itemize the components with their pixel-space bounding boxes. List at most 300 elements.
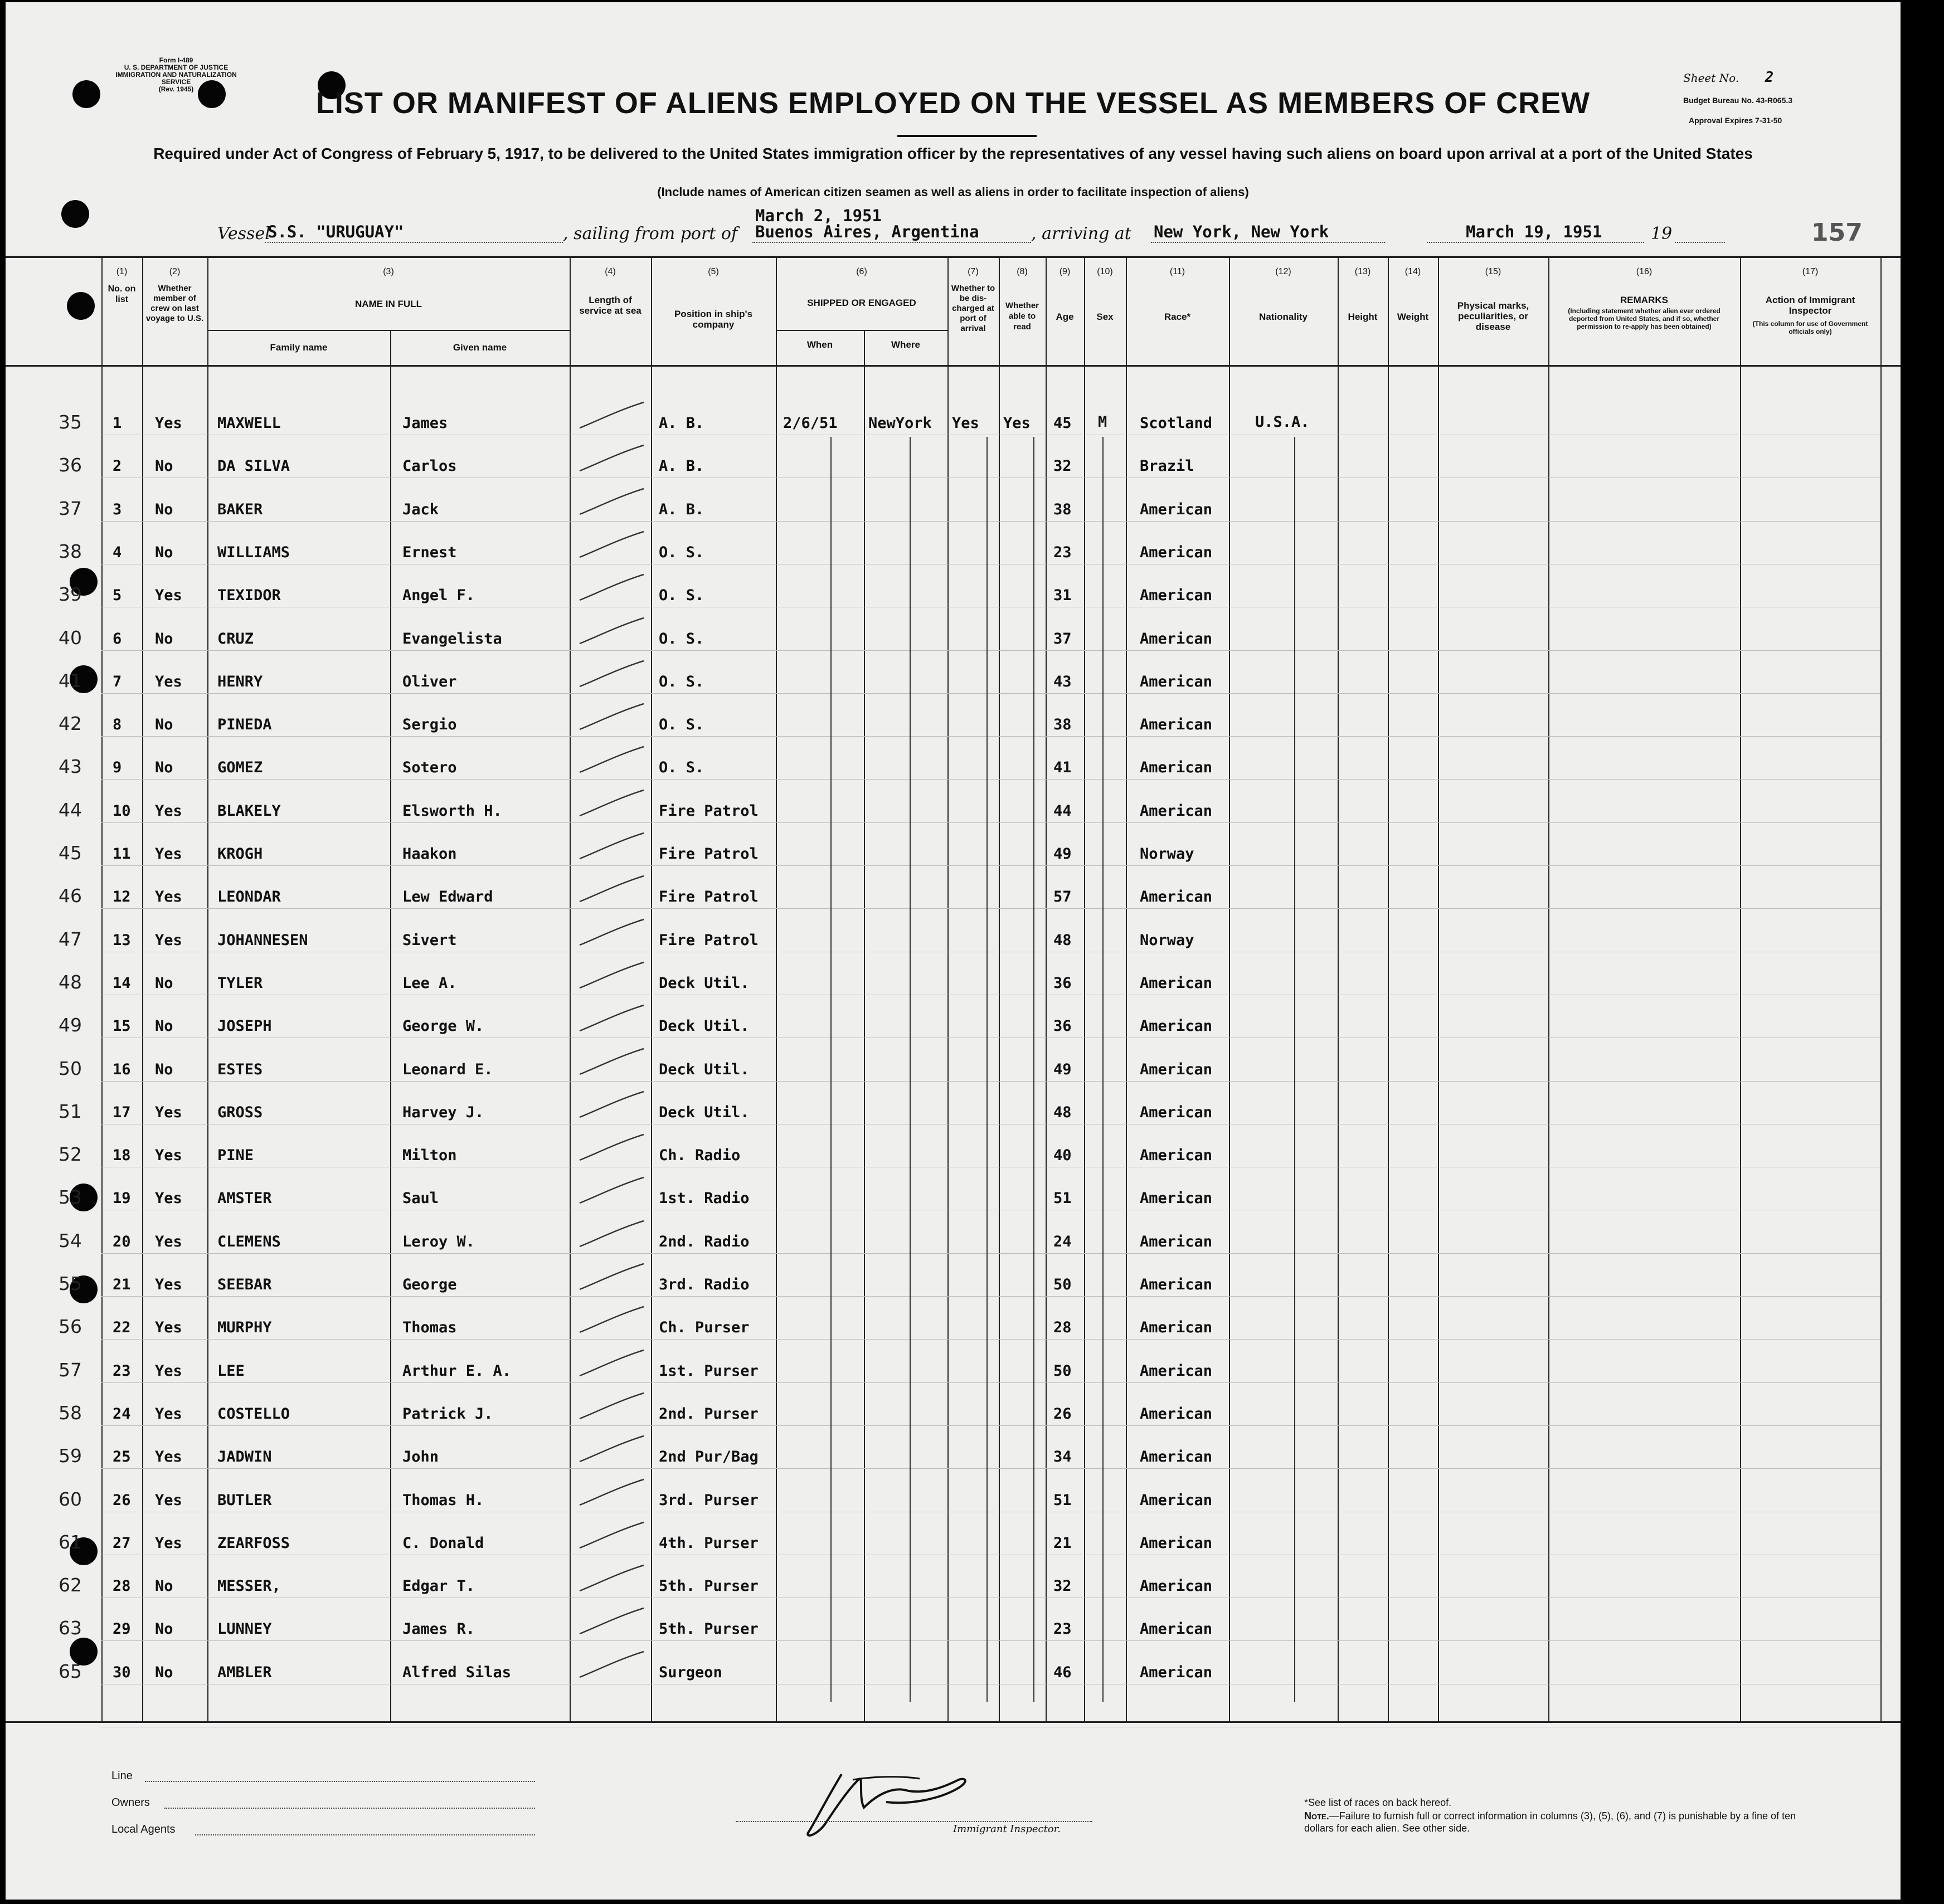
margin-line-number: 63 <box>59 1617 82 1639</box>
last-voyage: No <box>155 630 173 647</box>
last-voyage: Yes <box>155 1233 182 1250</box>
ruled-line <box>101 736 1880 737</box>
sheet-stamp: 157 <box>1811 218 1863 247</box>
last-voyage: Yes <box>155 587 182 604</box>
margin-line-number: 55 <box>59 1273 82 1294</box>
race: American <box>1140 544 1213 561</box>
vessel-name: S.S. "URUGUAY" <box>268 222 404 241</box>
family-name: GROSS <box>217 1104 263 1121</box>
given-name: Arthur E. A. <box>402 1362 512 1380</box>
race: American <box>1140 1448 1213 1465</box>
col-header-where: Where <box>891 339 920 350</box>
col-header-position: Position in ship's company <box>674 309 753 330</box>
given-name: Haakon <box>402 845 457 863</box>
given-name: James R. <box>402 1620 475 1638</box>
given-name: Jack <box>402 501 439 518</box>
age: 31 <box>1053 587 1072 604</box>
margin-line-number: 37 <box>59 498 82 519</box>
race: Norway <box>1140 932 1194 949</box>
given-name: Sotero <box>402 759 457 776</box>
margin-line-number: 39 <box>59 583 82 605</box>
age: 45 <box>1053 415 1072 432</box>
service: IMMIGRATION AND NATURALIZATION SERVICE <box>115 71 237 86</box>
race: American <box>1140 1276 1213 1293</box>
last-voyage: No <box>155 1620 173 1638</box>
list-number: 10 <box>113 802 131 820</box>
ruled-line <box>101 1081 1880 1082</box>
header-bottom-border <box>6 365 1901 367</box>
position: 3rd. Purser <box>659 1492 759 1509</box>
last-voyage: Yes <box>155 1104 182 1121</box>
list-number: 11 <box>113 845 131 863</box>
list-number: 4 <box>113 544 122 561</box>
age: 51 <box>1053 1492 1072 1509</box>
last-voyage: No <box>155 975 173 992</box>
service-check-mark <box>568 1303 652 1337</box>
list-number: 7 <box>113 673 122 690</box>
race: Norway <box>1140 845 1194 863</box>
races-note: *See list of races on back hereof. <box>1304 1797 1452 1808</box>
age: 38 <box>1053 501 1072 518</box>
age: 48 <box>1053 1104 1072 1121</box>
ruled-line <box>101 908 1880 909</box>
list-number: 12 <box>113 888 131 905</box>
race: American <box>1140 1319 1213 1336</box>
position: Deck Util. <box>659 1104 750 1121</box>
family-name: MAXWELL <box>217 415 281 432</box>
penalty-note: Note.—Failure to furnish full or correct information in columns (3), (5), (6), and (7) is punishable by a fine of ten dollars for each alien. See other side. <box>1304 1810 1796 1834</box>
title-underline <box>897 135 1037 137</box>
list-number: 16 <box>113 1061 131 1078</box>
given-name: Lee A. <box>402 975 457 992</box>
race: American <box>1140 1405 1213 1423</box>
position: Fire Patrol <box>659 932 759 949</box>
age: 48 <box>1053 932 1072 949</box>
margin-line-number: 62 <box>59 1574 82 1596</box>
service-check-mark <box>568 1088 652 1122</box>
given-name: Lew Edward <box>402 888 493 905</box>
col-header-service: Length of service at sea <box>579 295 641 316</box>
service-check-mark <box>568 1390 652 1423</box>
margin-line-number: 52 <box>59 1143 82 1165</box>
family-name: DA SILVA <box>217 457 290 475</box>
list-number: 28 <box>113 1577 131 1595</box>
race: American <box>1140 975 1213 992</box>
col-header-read: Whether able to read <box>1005 301 1039 332</box>
last-voyage: No <box>155 457 173 475</box>
family-name: SEEBAR <box>217 1276 272 1293</box>
form-number: Form I-489 <box>159 56 193 64</box>
sheet-no-value: 2 <box>1765 69 1774 86</box>
service-check-mark <box>568 700 652 734</box>
last-voyage: Yes <box>155 845 182 863</box>
margin-line-number: 36 <box>59 454 82 476</box>
family-name: HENRY <box>217 673 263 690</box>
col-header-sex: Sex <box>1096 311 1114 322</box>
margin-line-number: 38 <box>59 540 82 562</box>
age: 57 <box>1053 888 1072 905</box>
age: 34 <box>1053 1448 1072 1465</box>
list-number: 14 <box>113 975 131 992</box>
race: American <box>1140 716 1213 733</box>
race: American <box>1140 759 1213 776</box>
service-check-mark <box>568 442 652 475</box>
age: 32 <box>1053 1577 1072 1595</box>
ditto-line <box>1294 437 1295 1702</box>
col-header-action-note: (This column for use of Government officials only) <box>1752 320 1868 335</box>
margin-line-number: 60 <box>59 1488 82 1510</box>
margin-line-number: 65 <box>59 1660 82 1682</box>
race: American <box>1140 1147 1213 1164</box>
margin-line-number: 49 <box>59 1014 82 1036</box>
age: 32 <box>1053 457 1072 475</box>
race: American <box>1140 1104 1213 1121</box>
race: American <box>1140 1577 1213 1595</box>
family-name: CRUZ <box>217 630 254 647</box>
given-name: Oliver <box>402 673 457 690</box>
given-name: George W. <box>402 1017 484 1035</box>
position: Fire Patrol <box>659 802 759 820</box>
last-voyage: No <box>155 544 173 561</box>
given-name: Evangelista <box>402 630 502 647</box>
service-check-mark <box>568 1519 652 1552</box>
given-name: Edgar T. <box>402 1577 475 1595</box>
race: Brazil <box>1140 457 1194 475</box>
sailing-date: March 2, 1951 <box>755 206 882 225</box>
col-header-nationality: Nationality <box>1259 311 1308 322</box>
last-voyage: Yes <box>155 1405 182 1423</box>
position: 2nd Pur/Bag <box>659 1448 759 1465</box>
form-revision: (Rev. 1945) <box>158 85 194 93</box>
ruled-line <box>101 822 1880 823</box>
ruled-line <box>101 1339 1880 1340</box>
ruled-line <box>101 1382 1880 1383</box>
col-header-race: Race* <box>1164 311 1191 322</box>
margin-line-number: 56 <box>59 1316 82 1337</box>
list-number: 17 <box>113 1104 131 1121</box>
position: Fire Patrol <box>659 845 759 863</box>
service-check-mark <box>568 916 652 949</box>
list-number: 18 <box>113 1147 131 1164</box>
race: American <box>1140 888 1213 905</box>
list-number: 23 <box>113 1362 131 1380</box>
col-header-name: NAME IN FULL <box>355 299 422 309</box>
last-voyage: Yes <box>155 888 182 905</box>
family-name: COSTELLO <box>217 1405 290 1423</box>
given-name: Angel F. <box>402 587 475 604</box>
margin-line-number: 50 <box>59 1058 82 1079</box>
last-voyage: Yes <box>155 415 182 432</box>
race: American <box>1140 1017 1213 1035</box>
margin-line-number: 61 <box>59 1531 82 1553</box>
margin-line-number: 59 <box>59 1445 82 1467</box>
race: American <box>1140 802 1213 820</box>
position: 1st. Radio <box>659 1190 750 1207</box>
arrival-port: New York, New York <box>1154 222 1329 241</box>
list-number: 1 <box>113 415 122 432</box>
punch-hole <box>67 292 95 320</box>
service-check-mark <box>568 1476 652 1509</box>
family-name: AMBLER <box>217 1664 272 1681</box>
given-name: Leonard E. <box>402 1061 493 1078</box>
margin-line-number: 47 <box>59 928 82 950</box>
given-name: Sergio <box>402 716 457 733</box>
position: Deck Util. <box>659 1061 750 1078</box>
family-name: BLAKELY <box>217 802 281 820</box>
family-name: LEONDAR <box>217 888 281 905</box>
shipped-where: NewYork <box>868 415 932 432</box>
last-voyage: Yes <box>155 1190 182 1207</box>
service-check-mark <box>568 1218 652 1251</box>
margin-line-number: 45 <box>59 842 82 864</box>
margin-line-number: 40 <box>59 627 82 649</box>
able-to-read-value: Yes <box>1003 415 1031 432</box>
margin-line-number: 35 <box>59 411 82 433</box>
service-check-mark <box>568 873 652 906</box>
year-label: 19 <box>1651 224 1673 244</box>
service-check-mark <box>568 658 652 691</box>
margin-line-number: 54 <box>59 1230 82 1252</box>
position: 2nd. Radio <box>659 1233 750 1250</box>
arrival-date: March 19, 1951 <box>1466 222 1602 241</box>
race: American <box>1140 1061 1213 1078</box>
last-voyage: Yes <box>155 1319 182 1336</box>
department: U. S. DEPARTMENT OF JUSTICE <box>124 64 229 71</box>
position: Ch. Radio <box>659 1147 741 1164</box>
margin-line-number: 57 <box>59 1359 82 1381</box>
age: 46 <box>1053 1664 1072 1681</box>
sex-value: M <box>1098 413 1107 431</box>
col-header-remarks-note: (Including statement whether alien ever ordered deported from United States, and if so, whether permission to re-apply has been obtained) <box>1568 307 1721 330</box>
list-number: 19 <box>113 1190 131 1207</box>
given-name: Alfred Silas <box>402 1664 512 1681</box>
col-header-discharged: Whether to be dis-charged at port of arrival <box>951 284 995 333</box>
col-header-action: Action of Immigrant Inspector <box>1765 295 1855 316</box>
given-name: George <box>402 1276 457 1293</box>
service-check-mark <box>568 743 652 777</box>
ruled-line <box>101 1640 1880 1641</box>
list-number: 30 <box>113 1664 131 1681</box>
list-number: 9 <box>113 759 122 776</box>
given-name: Elsworth H. <box>402 802 502 820</box>
race: American <box>1140 1620 1213 1638</box>
age: 49 <box>1053 845 1072 863</box>
col-header-no: No. on list <box>108 284 136 304</box>
service-check-mark <box>568 1174 652 1207</box>
age: 50 <box>1053 1362 1072 1380</box>
list-number: 13 <box>113 932 131 949</box>
last-voyage: No <box>155 1664 173 1681</box>
age: 50 <box>1053 1276 1072 1293</box>
race: American <box>1140 1535 1213 1552</box>
given-name: C. Donald <box>402 1535 484 1552</box>
race: Scotland <box>1140 415 1213 432</box>
position: O. S. <box>659 630 704 647</box>
age: 26 <box>1053 1405 1072 1423</box>
ruled-line <box>101 650 1880 651</box>
nationality-value: U.S.A. <box>1255 413 1310 431</box>
age: 21 <box>1053 1535 1072 1552</box>
sheet-no: Sheet No. 2 <box>1683 69 1774 86</box>
service-check-mark <box>568 485 652 519</box>
family-name: JOHANNESEN <box>217 932 308 949</box>
ruled-line <box>101 1425 1880 1426</box>
family-name: GOMEZ <box>217 759 263 776</box>
given-name: Harvey J. <box>402 1104 484 1121</box>
list-number: 24 <box>113 1405 131 1423</box>
col-header-height: Height <box>1348 311 1378 322</box>
age: 51 <box>1053 1190 1072 1207</box>
service-check-mark <box>568 1002 652 1035</box>
age: 36 <box>1053 975 1072 992</box>
position: O. S. <box>659 544 704 561</box>
list-number: 8 <box>113 716 122 733</box>
race: American <box>1140 1664 1213 1681</box>
service-check-mark <box>568 1605 652 1638</box>
sailing-label: , sailing from port of <box>563 224 738 244</box>
family-name: JOSEPH <box>217 1017 272 1035</box>
list-number: 26 <box>113 1492 131 1509</box>
last-voyage: No <box>155 716 173 733</box>
service-check-mark <box>568 1045 652 1079</box>
given-name: Carlos <box>402 457 457 475</box>
family-name: PINE <box>217 1147 254 1164</box>
margin-line-number: 58 <box>59 1402 82 1424</box>
last-voyage: Yes <box>155 1362 182 1380</box>
last-voyage: No <box>155 1017 173 1035</box>
include-note: (Include names of American citizen seamen as well as aliens in order to facilitate inspection of aliens) <box>657 185 1249 199</box>
last-voyage: Yes <box>155 932 182 949</box>
service-check-mark <box>568 1433 652 1466</box>
last-voyage: No <box>155 759 173 776</box>
ruled-line <box>101 1296 1880 1297</box>
service-check-mark <box>568 1648 652 1682</box>
position: 3rd. Radio <box>659 1276 750 1293</box>
race: American <box>1140 630 1213 647</box>
age: 49 <box>1053 1061 1072 1078</box>
race: American <box>1140 1233 1213 1250</box>
family-name: LEE <box>217 1362 245 1380</box>
service-check-mark <box>568 571 652 605</box>
ruled-line <box>101 1253 1880 1254</box>
footer-agents-label: Local Agents <box>111 1823 176 1835</box>
given-name: Saul <box>402 1190 439 1207</box>
margin-line-number: 41 <box>59 670 82 692</box>
col-header-age: Age <box>1056 311 1074 322</box>
departure-port: Buenos Aires, Argentina <box>755 222 979 241</box>
last-voyage: No <box>155 1061 173 1078</box>
col-header-given-name: Given name <box>453 342 507 353</box>
requirement-text: Required under Act of Congress of February 5, 1917, to be delivered to the United States immigration officer by the representatives of any vessel having such aliens on board upon arrival at a port of the United States <box>153 145 1753 162</box>
service-check-mark <box>568 1562 652 1595</box>
arriving-label: , arriving at <box>1031 224 1131 244</box>
last-voyage: Yes <box>155 1535 182 1552</box>
position: Deck Util. <box>659 975 750 992</box>
margin-line-number: 48 <box>59 971 82 993</box>
position: O. S. <box>659 587 704 604</box>
age: 36 <box>1053 1017 1072 1035</box>
ruled-line <box>101 1468 1880 1469</box>
position: A. B. <box>659 415 704 432</box>
footer-line-label: Line <box>111 1770 133 1782</box>
position: Deck Util. <box>659 1017 750 1035</box>
family-name: LUNNEY <box>217 1620 272 1638</box>
given-name: Sivert <box>402 932 457 949</box>
age: 41 <box>1053 759 1072 776</box>
immigrant-inspector-label: Immigrant Inspector. <box>953 1823 1061 1835</box>
service-check-mark <box>568 399 652 432</box>
margin-line-number: 46 <box>59 885 82 907</box>
last-voyage: No <box>155 501 173 518</box>
margin-line-number: 43 <box>59 756 82 777</box>
family-name: TEXIDOR <box>217 587 281 604</box>
page-title: LIST OR MANIFEST OF ALIENS EMPLOYED ON THE VESSEL AS MEMBERS OF CREW <box>315 86 1591 120</box>
list-number: 25 <box>113 1448 131 1465</box>
list-number: 15 <box>113 1017 131 1035</box>
list-number: 29 <box>113 1620 131 1638</box>
ruled-line <box>101 779 1880 780</box>
list-number: 6 <box>113 630 122 647</box>
service-check-mark <box>568 959 652 992</box>
family-name: TYLER <box>217 975 263 992</box>
given-name: Milton <box>402 1147 457 1164</box>
list-number: 22 <box>113 1319 131 1336</box>
ruled-line <box>101 521 1880 522</box>
margin-line-number: 44 <box>59 799 82 821</box>
last-voyage: Yes <box>155 1492 182 1509</box>
list-number: 21 <box>113 1276 131 1293</box>
family-name: KROGH <box>217 845 263 863</box>
last-voyage: Yes <box>155 1448 182 1465</box>
family-name: JADWIN <box>217 1448 272 1465</box>
position: 5th. Purser <box>659 1620 759 1638</box>
budget-bureau: Budget Bureau No. 43-R065.3 <box>1683 96 1793 105</box>
family-name: BUTLER <box>217 1492 272 1509</box>
position: O. S. <box>659 673 704 690</box>
ditto-line <box>910 437 911 1702</box>
service-check-mark <box>568 830 652 863</box>
ditto-line <box>830 437 832 1702</box>
age: 23 <box>1053 544 1072 561</box>
ruled-line <box>101 693 1880 694</box>
family-name: MESSER, <box>217 1577 281 1595</box>
age: 24 <box>1053 1233 1072 1250</box>
list-number: 2 <box>113 457 122 475</box>
service-check-mark <box>568 615 652 648</box>
family-name: BAKER <box>217 501 263 518</box>
footer-owners-label: Owners <box>111 1796 150 1809</box>
shipped-when: 2/6/51 <box>783 415 838 432</box>
given-name: Ernest <box>402 544 457 561</box>
family-name: ZEARFOSS <box>217 1535 290 1552</box>
given-name: Thomas <box>402 1319 457 1336</box>
discharged-value: Yes <box>952 415 979 432</box>
service-check-mark <box>568 787 652 820</box>
approval-expires: Approval Expires 7-31-50 <box>1689 116 1782 125</box>
table-bottom-border <box>6 1721 1901 1723</box>
col-header-physical: Physical marks, peculiarities, or disease <box>1457 300 1529 332</box>
position: 5th. Purser <box>659 1577 759 1595</box>
vessel-label: Vessel <box>217 224 270 244</box>
age: 40 <box>1053 1147 1072 1164</box>
list-number: 27 <box>113 1535 131 1552</box>
last-voyage: Yes <box>155 802 182 820</box>
position: O. S. <box>659 716 704 733</box>
race: American <box>1140 501 1213 518</box>
last-voyage: Yes <box>155 1147 182 1164</box>
position: A. B. <box>659 457 704 475</box>
age: 37 <box>1053 630 1072 647</box>
